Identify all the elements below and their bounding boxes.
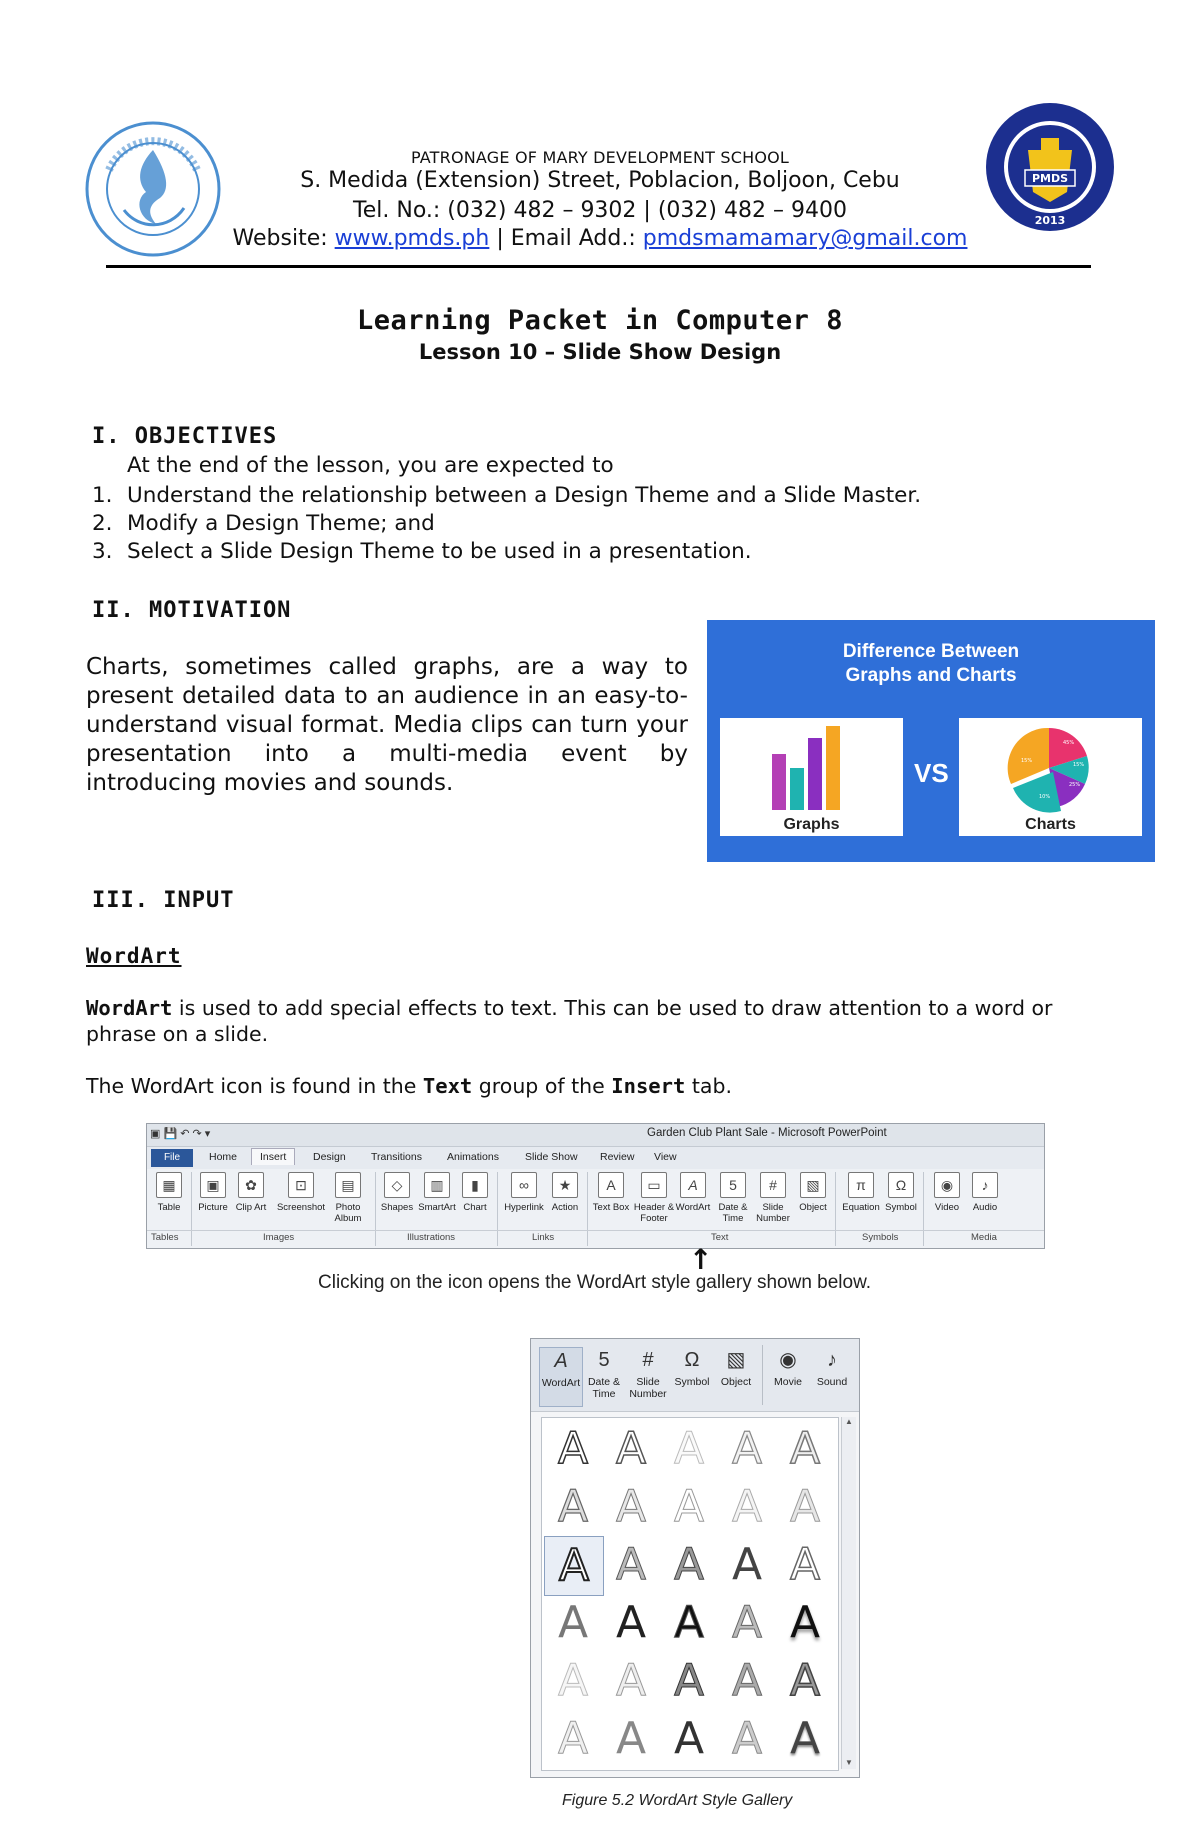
object-icon: ▧ [726,1349,746,1371]
list-item: 3. Select a Slide Design Theme to be used in a presentation. [92,539,752,564]
tab-file[interactable]: File [151,1149,193,1167]
wordart-style-option[interactable]: A [673,1597,705,1648]
wordart-style-option[interactable]: A [557,1713,589,1764]
figure-caption: Figure 5.2 WordArt Style Gallery [562,1792,793,1809]
action-icon: ★ [552,1172,578,1198]
speaker-icon: ♪ [827,1349,837,1371]
wordart-style-option[interactable]: A [731,1713,763,1764]
wordart-style-option[interactable]: A [731,1597,763,1648]
wordart-style-option[interactable]: A [557,1597,589,1648]
logo-pmds-text: PMDS [1031,172,1069,185]
screenshot-button[interactable]: ⊡ Screenshot [273,1172,329,1213]
svg-text:15%: 15% [1073,762,1085,768]
tab-transitions[interactable]: Transitions [371,1151,422,1163]
object-icon: ▧ [800,1172,826,1198]
wordart-style-option[interactable]: A [731,1423,763,1474]
graphs-vs-charts-image [707,620,1155,862]
chart-icon: ▮ [462,1172,488,1198]
wordart-style-option[interactable]: A [789,1597,821,1648]
quick-access-toolbar[interactable]: ▣ 💾 ↶ ↷ ▾ [150,1128,211,1140]
tab-home[interactable]: Home [209,1151,238,1163]
powerpoint-ribbon-screenshot [146,1123,1045,1249]
smartart-icon: ▥ [424,1172,450,1198]
wordart-style-option[interactable]: A [731,1655,763,1706]
omega-icon: Ω [888,1172,914,1198]
group-divider [762,1345,763,1405]
object-button[interactable]: ▧ Object [793,1172,833,1213]
website-label: Website: [232,226,335,251]
wordart-icon: A [680,1172,706,1198]
scroll-down-icon[interactable]: ▼ [845,1758,853,1767]
screenshot-icon: ⊡ [288,1172,314,1198]
header-divider [106,265,1091,268]
wordart-style-option[interactable]: A [673,1423,705,1474]
wordart-style-option[interactable]: A [789,1539,821,1590]
slide-number-button[interactable]: # Slide Number [753,1172,793,1224]
hyperlink-button[interactable]: ∞ Hyperlink [501,1172,547,1213]
school-contact-line [0,226,1200,251]
motivation-heading: II. MOTIVATION [92,598,292,623]
objectives-intro: At the end of the lesson, you are expected to [127,453,614,478]
gallery-scrollbar[interactable] [841,1417,856,1769]
tab-insert[interactable]: Insert [251,1148,295,1165]
clip-art-button[interactable]: ✿ Clip Art [231,1172,271,1213]
speaker-icon: ♪ [972,1172,998,1198]
bar [790,768,804,810]
packet-title: Learning Packet in Computer 8 [357,305,843,336]
group-illustrations-label: Illustrations [407,1232,456,1243]
graphs-panel [720,718,903,836]
tab-slide-show[interactable]: Slide Show [525,1151,578,1163]
table-icon: ▦ [156,1172,182,1198]
calendar-icon: 5 [720,1172,746,1198]
objectives-list [92,482,921,566]
wordart-style-option[interactable]: A [544,1536,604,1596]
date-time-button[interactable]: 5 Date & Time [587,1349,621,1400]
wordart-style-option[interactable]: A [557,1655,589,1706]
shapes-icon: ◇ [384,1172,410,1198]
list-item: 2. Modify a Design Theme; and [92,511,435,536]
wordart-style-option[interactable]: A [731,1481,763,1532]
photo-album-icon: ▤ [335,1172,361,1198]
wordart-style-option[interactable]: A [557,1423,589,1474]
sound-button[interactable]: ♪ Sound [816,1349,848,1388]
wordart-style-option[interactable]: A [731,1539,763,1590]
wordart-button[interactable]: A WordArt [539,1347,583,1407]
tab-view[interactable]: View [654,1151,677,1163]
school-telephone: Tel. No.: (032) 482 – 9302 | (032) 482 – 9400 [353,198,847,223]
table-button[interactable]: ▦ Table [149,1172,189,1213]
header-footer-icon: ▭ [641,1172,667,1198]
wordart-style-option[interactable]: A [673,1655,705,1706]
ribbon-tabs [147,1147,1044,1169]
tab-review[interactable]: Review [600,1151,635,1163]
photo-album-button[interactable]: ▤ Photo Album [325,1172,371,1224]
svg-text:25%: 25% [1069,782,1081,788]
equation-button[interactable]: π Equation [839,1172,883,1213]
list-item: 1. Understand the relationship between a Design Theme and a Slide Master. [92,483,922,508]
wordart-button[interactable]: A WordArt [673,1172,713,1213]
action-button[interactable]: ★ Action [545,1172,585,1213]
wordart-style-option[interactable]: A [673,1481,705,1532]
group-tables-label: Tables [151,1232,179,1243]
svg-text:45%: 45% [1063,740,1075,746]
motivation-text: Charts, sometimes called graphs, are a way to present detailed data to an audience in an easy-to-understand visual format. Media clips can turn your presentation into a multi-media event by introducing movies and sounds. [86,654,688,796]
wordart-style-option[interactable]: A [615,1423,647,1474]
clip-art-icon: ✿ [238,1172,264,1198]
text-box-icon: A [598,1172,624,1198]
school-name: PATRONAGE OF MARY DEVELOPMENT SCHOOL [410,148,790,167]
school-address: S. Medida (Extension) Street, Poblacion, Boljoon, Cebu [300,168,900,193]
wordart-style-option[interactable]: A [615,1713,647,1764]
svg-text:15%: 15% [1021,758,1033,764]
group-divider [375,1172,376,1246]
group-images-label: Images [263,1232,295,1243]
symbol-button[interactable]: Ω Symbol [881,1172,921,1213]
objectives-heading: I. OBJECTIVES [92,424,278,449]
pie-chart [999,722,1099,814]
wordart-location: The WordArt icon is found in the Text group of the Insert tab. [86,1074,732,1098]
ribbon-title-bar [147,1124,1044,1147]
film-reel-icon: ◉ [779,1349,797,1371]
lesson-subtitle: Lesson 10 – Slide Show Design [418,340,782,364]
symbol-button[interactable]: Ω Symbol [674,1349,710,1388]
wordart-style-option[interactable]: A [673,1713,705,1764]
group-label-divider [147,1230,1044,1231]
email-link[interactable]: pmdsmamamary@gmail.com [642,226,968,251]
group-media-label: Media [971,1232,997,1243]
email-label: | Email Add.: [489,226,643,251]
wordart-style-option[interactable]: A [789,1423,821,1474]
wordart-description: WordArt is used to add special effects to text. This can be used to draw attention to a word or phrase on a slide. [86,996,1053,1046]
wordart-style-option[interactable]: A [673,1539,705,1590]
card-title: Difference Between Graphs and Charts [842,641,1020,686]
bar [808,738,822,810]
wordart-style-option[interactable]: A [557,1481,589,1532]
vs-label: VS [914,758,949,788]
audio-button[interactable]: ♪ Audio [965,1172,1005,1213]
graphs-label: Graphs [783,816,840,833]
bar [772,754,786,810]
picture-icon: ▣ [200,1172,226,1198]
wordart-gallery-screenshot [530,1338,860,1778]
wordart-subheading: WordArt [86,944,182,968]
arrow-up-icon: ↑ [689,1243,713,1276]
ribbon-caption: Clicking on the icon opens the WordArt style gallery shown below. [318,1272,872,1293]
pi-icon: π [848,1172,874,1198]
wordart-style-option[interactable]: A [789,1655,821,1706]
wordart-style-grid [541,1417,839,1771]
shapes-button[interactable]: ◇ Shapes [377,1172,417,1213]
video-button[interactable]: ◉ Video [927,1172,967,1213]
film-reel-icon: ◉ [934,1172,960,1198]
window-title: Garden Club Plant Sale - Microsoft PowerPoint [647,1127,887,1139]
gallery-toolbar [531,1339,859,1412]
charts-panel [959,718,1142,836]
group-divider [835,1172,836,1246]
slide-number-icon: # [642,1349,654,1371]
calendar-icon: 5 [598,1349,610,1371]
group-symbols-label: Symbols [862,1232,899,1243]
group-text-label: Text [711,1232,729,1243]
tab-animations[interactable]: Animations [447,1151,499,1163]
picture-button[interactable]: ▣ Picture [193,1172,233,1213]
header-footer-button[interactable]: ▭ Header & Footer [631,1172,677,1224]
wordart-style-option[interactable]: A [789,1481,821,1532]
hyperlink-icon: ∞ [511,1172,537,1198]
wordart-style-option[interactable]: A [615,1655,647,1706]
smartart-button[interactable]: ▥ SmartArt [417,1172,457,1213]
group-divider [923,1172,924,1246]
scroll-up-icon[interactable]: ▲ [845,1417,853,1426]
wordart-icon: A [554,1350,568,1372]
website-link[interactable]: www.pmds.ph [334,226,490,251]
group-divider [587,1172,588,1246]
tab-design[interactable]: Design [313,1151,346,1163]
logo-year-text: 2013 [1034,214,1066,227]
group-divider [497,1172,498,1246]
slide-number-button[interactable]: # Slide Number [629,1349,667,1400]
text-box-button[interactable]: A Text Box [591,1172,631,1213]
charts-label: Charts [1025,816,1076,833]
omega-icon: Ω [684,1349,700,1371]
slide-number-icon: # [760,1172,786,1198]
bar [826,726,840,810]
wordart-style-option[interactable]: A [789,1713,821,1764]
input-heading: III. INPUT [92,888,235,913]
svg-text:10%: 10% [1039,794,1051,800]
date-time-button[interactable]: 5 Date & Time [713,1172,753,1224]
movie-button[interactable]: ◉ Movie [773,1349,802,1388]
group-links-label: Links [532,1232,555,1243]
wordart-style-option[interactable]: A [615,1539,647,1590]
chart-button[interactable]: ▮ Chart [455,1172,495,1213]
object-button[interactable]: ▧ Object [720,1349,752,1388]
wordart-style-option[interactable]: A [615,1597,647,1648]
group-divider [191,1172,192,1246]
wordart-style-option[interactable]: A [615,1481,647,1532]
